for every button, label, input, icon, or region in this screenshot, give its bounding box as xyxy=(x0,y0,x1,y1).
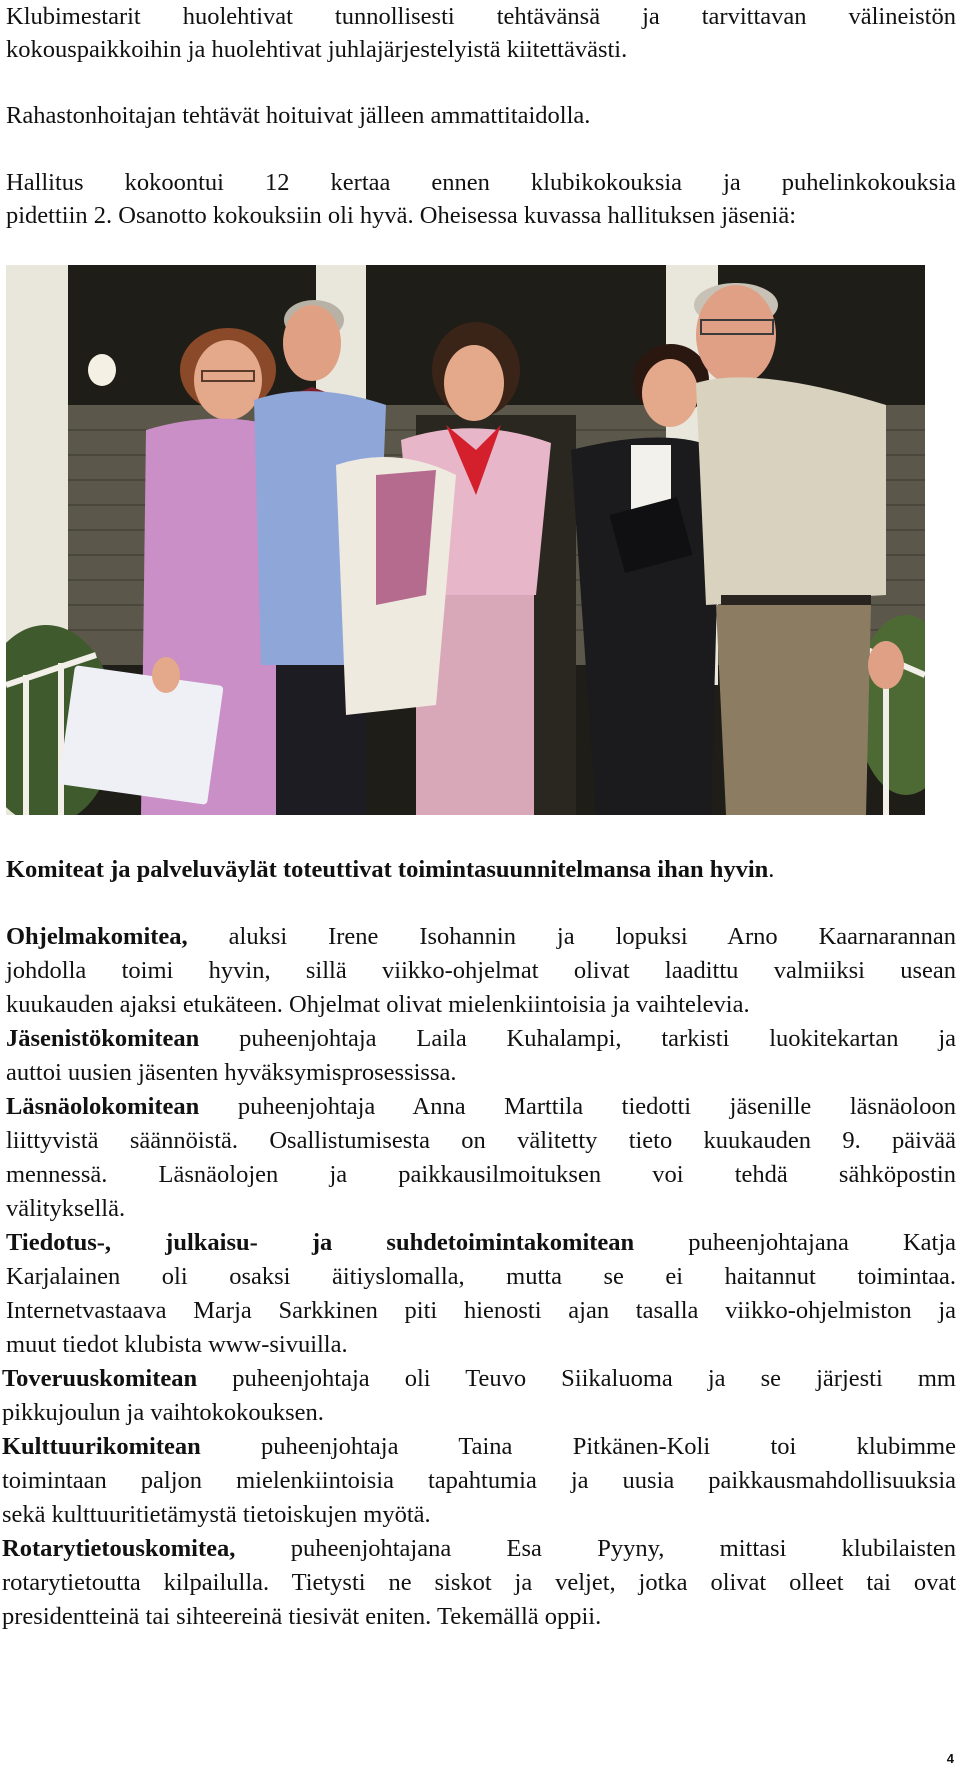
rotarytieto-line2: rotarytietoutta kilpailulla. Tietysti ne siskot ja veljet, jotka olivat olleet tai ovat xyxy=(2,1569,956,1596)
rotarytieto-line3: presidentteinä tai sihteereinä tiesivät eniten. Tekemällä oppii. xyxy=(2,1603,602,1630)
lasnaolo-line1-text: puheenjohtaja Anna Marttila tiedotti jäsenille läsnäoloon xyxy=(199,1093,956,1120)
jasenisto-line1-text: puheenjohtaja Laila Kuhalampi, tarkisti luokitekartan ja xyxy=(199,1025,956,1052)
intro-p1-line1: Klubimestarit huolehtivat tunnollisesti tehtävänsä ja tarvittavan välineistön xyxy=(6,3,956,30)
toveruus-line1-text: puheenjohtaja oli Teuvo Siikaluoma ja se järjesti mm xyxy=(197,1365,956,1392)
jasenisto-name: Jäsenistökomitean xyxy=(6,1025,200,1052)
committees-heading-text: Komiteat ja palveluväylät toteuttivat toimintasuunnitelmansa ihan hyvin xyxy=(6,856,769,883)
tiedotus-line2: Karjalainen oli osaksi äitiyslomalla, mutta se ei haitannut toimintaa. xyxy=(6,1263,956,1290)
tiedotus-line1-text: puheenjohtajana Katja xyxy=(634,1229,957,1256)
ohjelma-line1-text: aluksi Irene Isohannin ja lopuksi Arno Kaarnarannan xyxy=(187,923,956,950)
toveruus-name: Toveruuskomitean xyxy=(2,1365,198,1392)
lasnaolo-name: Läsnäolokomitean xyxy=(6,1093,200,1120)
photo-lamp xyxy=(88,354,116,386)
committees-heading xyxy=(6,853,774,887)
page-number: 4 xyxy=(946,1751,954,1766)
kulttuuri-line1-text: puheenjohtaja Taina Pitkänen-Koli toi klubimme xyxy=(200,1433,956,1460)
lasnaolo-line1 xyxy=(6,1090,956,1124)
tiedotus-name: Tiedotus-, julkaisu- ja suhdetoimintakomitean xyxy=(6,1229,635,1256)
intro-p3-line2: pidettiin 2. Osanotto kokouksiin oli hyvä. Oheisessa kuvassa hallituksen jäseniä: xyxy=(6,202,797,229)
lasnaolo-line2: liittyvistä säännöistä. Osallistumisesta on välitetty tieto kuukauden 9. päivää xyxy=(6,1127,956,1154)
kulttuuri-name: Kulttuurikomitean xyxy=(2,1433,201,1460)
ohjelma-line2: johdolla toimi hyvin, sillä viikko-ohjelmat olivat laadittu valmiiksi usean xyxy=(6,957,956,984)
intro-p2: Rahastonhoitajan tehtävät hoituivat jälleen ammattitaidolla. xyxy=(6,102,591,129)
toveruus-line2: pikkujoulun ja vaihtokokouksen. xyxy=(2,1399,324,1426)
rotarytieto-name: Rotarytietouskomitea, xyxy=(2,1535,236,1562)
jasenisto-line2: auttoi uusien jäsenten hyväksymisprosessissa. xyxy=(6,1059,457,1086)
tiedotus-line3: Internetvastaava Marja Sarkkinen piti hienosti ajan tasalla viikko-ohjelmiston ja xyxy=(6,1297,956,1324)
ohjelma-line3: kuukauden ajaksi etukäteen. Ohjelmat olivat mielenkiintoisia ja vaihtelevia. xyxy=(6,991,750,1018)
group-photo-illustration xyxy=(6,265,925,815)
board-members-photo xyxy=(6,265,925,815)
tiedotus-line4: muut tiedot klubista www-sivuilla. xyxy=(6,1331,348,1358)
committees-heading-dot: . xyxy=(768,856,775,883)
tiedotus-line1 xyxy=(6,1226,956,1260)
ohjelma-line1 xyxy=(6,920,956,954)
rotarytieto-line1-text: puheenjohtajana Esa Pyyny, mittasi klubilaisten xyxy=(235,1535,956,1562)
ohjelma-name: Ohjelmakomitea, xyxy=(6,923,188,950)
toveruus-line1 xyxy=(2,1362,956,1396)
kulttuuri-line1 xyxy=(2,1430,956,1464)
rotarytieto-line1 xyxy=(2,1532,956,1566)
kulttuuri-line3: sekä kulttuuritietämystä tietoiskujen myötä. xyxy=(2,1501,431,1528)
lasnaolo-line3: mennessä. Läsnäolojen ja paikkausilmoituksen voi tehdä sähköpostin xyxy=(6,1161,956,1188)
jasenisto-line1 xyxy=(6,1022,956,1056)
intro-p1-line2: kokouspaikkoihin ja huolehtivat juhlajärjestelyistä kiitettävästi. xyxy=(6,36,628,63)
kulttuuri-line2: toimintaan paljon mielenkiintoisia tapahtumia ja uusia paikkausmahdollisuuksia xyxy=(2,1467,956,1494)
intro-p3-line1: Hallitus kokoontui 12 kertaa ennen klubikokouksia ja puhelinkokouksia xyxy=(6,169,956,196)
lasnaolo-line4: välityksellä. xyxy=(6,1195,126,1222)
